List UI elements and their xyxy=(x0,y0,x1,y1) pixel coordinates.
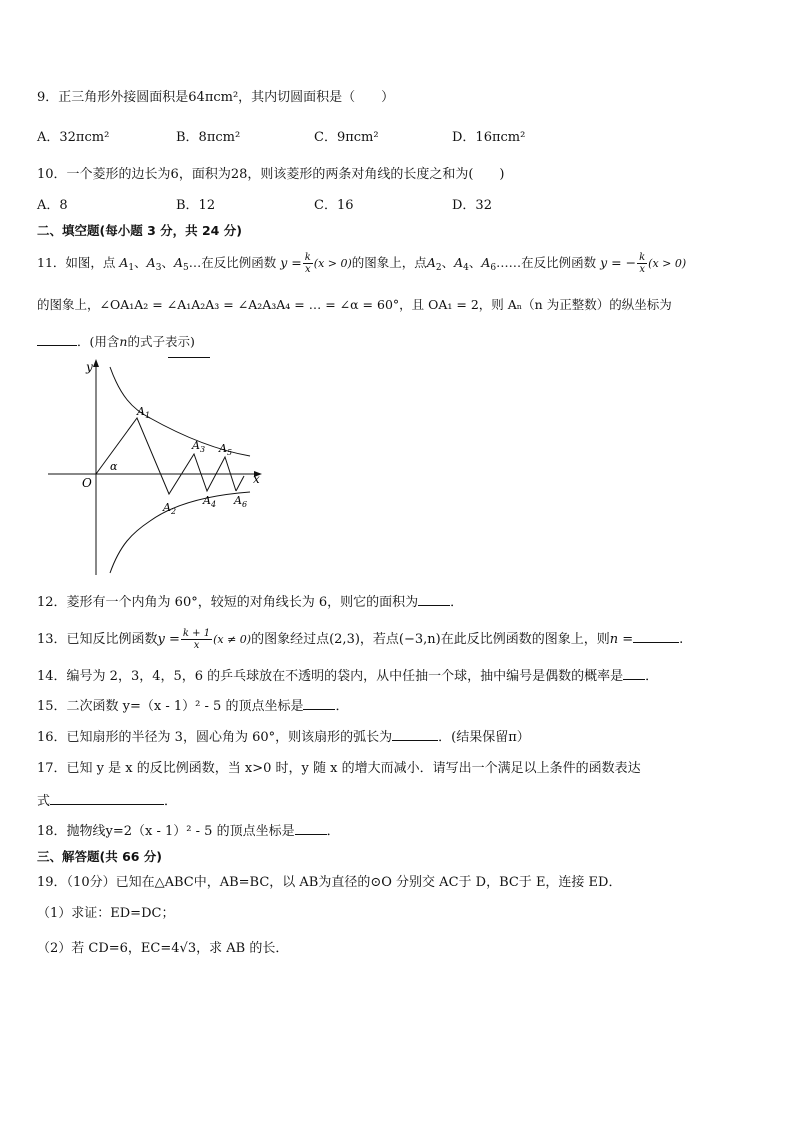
q11-text-2: …在反比例函数 xyxy=(188,255,277,270)
q11-sub-1: 1 xyxy=(128,263,135,273)
q13-text-1: 13．已知反比例函数 xyxy=(37,632,158,647)
q19-part-2-root: √3 xyxy=(179,941,197,956)
q13-condition: (x ≠ 0) xyxy=(213,633,252,646)
question-11-line-3 xyxy=(37,333,195,351)
question-11-line-2: 的图象上，∠OA₁A₂ = ∠A₁A₂A₃ = ∠A₂A₃A₄ = … = ∠α = 60°，且 OA₁ = 2，则 Aₙ（n 为正整数）的纵坐标为 xyxy=(37,297,672,312)
q11-sub-2: 2 xyxy=(435,263,442,273)
q11-sep-1: 、 xyxy=(134,255,147,270)
q19-part-2-text-a: （2）若 CD=6，EC=4 xyxy=(37,941,180,956)
upper-hyperbola-branch xyxy=(110,367,250,456)
q11-formula-2-lhs: y = − xyxy=(600,255,637,270)
q16-stem: 16．已知扇形的半径为 3，圆心角为 60°，则该扇形的弧长为 xyxy=(37,730,393,745)
question-19-stem: 19．（10分）已知在△ABC中，AB=BC，以 AB为直径的⊙O 分别交 AC于 D，BC于 E，连接 ED． xyxy=(37,875,622,890)
question-12 xyxy=(37,593,463,612)
q10-option-c: C．16 xyxy=(314,198,354,213)
q11-formula-2-condition: (x > 0) xyxy=(648,257,687,270)
q9-option-b: B．8πcm² xyxy=(176,130,241,145)
q11-point-a4: A xyxy=(454,255,464,270)
q11-formula-2-denominator: x xyxy=(639,264,645,275)
question-17-line-1: 17．已知 y 是 x 的反比例函数，当 x>0 时，y 随 x 的增大而减小．请写出一个满足以上条件的函数表达 xyxy=(37,761,641,776)
q11-text-3: 的图象上，点 xyxy=(351,255,427,270)
q12-end: ． xyxy=(450,595,464,610)
question-16 xyxy=(37,728,530,747)
question-18 xyxy=(37,822,340,841)
q11-sub-6: 6 xyxy=(490,263,497,273)
q11-text-4: ……在反比例函数 xyxy=(496,255,597,270)
q12-stem: 12．菱形有一个内角为 60°，较短的对角线长为 6，则它的面积为 xyxy=(37,595,419,610)
zigzag-path xyxy=(96,418,236,494)
x-axis-label: x xyxy=(253,472,260,486)
q15-stem: 15．二次函数 y=（x - 1）² - 5 的顶点坐标是 xyxy=(37,699,304,714)
origin-label: O xyxy=(82,476,92,490)
y-axis-label: y xyxy=(86,360,93,374)
q11-sep-2: 、 xyxy=(161,255,174,270)
label-a2: $A_2$ xyxy=(163,501,177,516)
q10-option-d: D．32 xyxy=(452,198,492,213)
q15-end: ． xyxy=(335,699,349,714)
q9-option-a: A．32πcm² xyxy=(37,130,110,145)
zigzag-tail xyxy=(236,476,244,491)
q11-formula-2-fraction xyxy=(637,252,647,275)
q13-fraction xyxy=(181,628,212,651)
label-a5: $A_5$ xyxy=(219,442,233,457)
lower-hyperbola-branch xyxy=(110,492,250,573)
q11-line-3-text-a: ．(用含 xyxy=(77,334,120,349)
question-9-stem: 9．正三角形外接圆面积是64πcm²，其内切圆面积是（ ） xyxy=(37,90,395,105)
label-a1: $A_1$ xyxy=(137,405,151,420)
alpha-label: α xyxy=(110,460,118,473)
q11-point-a6: A xyxy=(481,255,491,270)
q10-option-a: A．8 xyxy=(37,198,68,213)
q11-text-1: 11．如图，点 xyxy=(37,255,116,270)
q13-answer-blank[interactable] xyxy=(633,630,679,643)
q13-end: . xyxy=(679,632,684,647)
section-3-heading: 三、解答题(共 66 分) xyxy=(37,849,163,864)
q18-end: ． xyxy=(326,824,340,839)
q11-formula-1-denominator: x xyxy=(304,264,311,275)
q11-point-a5: A xyxy=(173,255,183,270)
question-10-stem: 10．一个菱形的边长为6，面积为28，则该菱形的两条对角线的长度之和为( ) xyxy=(37,167,505,182)
q11-answer-blank[interactable] xyxy=(37,333,77,346)
q14-answer-blank[interactable] xyxy=(623,667,645,680)
question-11-line-1 xyxy=(37,252,686,277)
q19-part-2-text-b: ，求 AB 的长． xyxy=(196,941,289,956)
q13-denominator: x xyxy=(193,640,200,651)
q11-sep-4: 、 xyxy=(468,255,482,270)
q11-line-3-text-b: 的式子表示) xyxy=(127,334,195,349)
q11-line-3-n: n xyxy=(119,334,128,349)
q11-sub-4: 4 xyxy=(463,263,469,273)
q11-sep-3: 、 xyxy=(441,255,455,270)
q14-end: ． xyxy=(645,669,659,684)
q11-point-a3: A xyxy=(146,255,156,270)
q18-stem: 18．抛物线y=2（x - 1）² - 5 的顶点坐标是 xyxy=(37,824,295,839)
section-2-heading: 二、填空题(每小题 3 分，共 24 分) xyxy=(37,223,242,238)
q11-formula-1-numerator: k xyxy=(304,252,311,263)
q17-end: ． xyxy=(164,794,178,809)
q11-formula-1-fraction xyxy=(303,252,313,275)
q13-text-2: 的图象经过点(2,3)，若点(−3,n)在此反比例函数的图象上，则 xyxy=(251,632,610,647)
q11-formula-1-lhs: y = xyxy=(280,255,302,270)
q13-lhs: y = xyxy=(157,632,180,647)
label-a4: $A_4$ xyxy=(203,494,217,509)
question-17-line-2 xyxy=(37,792,177,811)
y-axis-arrow xyxy=(93,359,99,367)
q13-n-equals: n = xyxy=(609,632,634,647)
question-14 xyxy=(37,667,658,686)
q11-figure xyxy=(40,355,280,580)
q13-numerator: k + 1 xyxy=(182,628,211,639)
q16-answer-blank[interactable] xyxy=(392,728,438,741)
q11-sub-3: 3 xyxy=(155,263,162,273)
question-15 xyxy=(37,697,348,716)
q18-answer-blank[interactable] xyxy=(295,822,327,835)
label-a6: $A_6$ xyxy=(234,494,248,509)
q17-line-2-text: 式 xyxy=(37,794,51,809)
question-13 xyxy=(37,628,683,651)
q14-stem: 14．编号为 2，3，4，5，6 的乒乓球放在不透明的袋内，从中任抽一个球，抽中编号是偶数的概率是 xyxy=(37,669,624,684)
q11-formula-1-condition: (x > 0) xyxy=(313,257,352,270)
q15-answer-blank[interactable] xyxy=(303,697,335,710)
question-19-part-1: （1）求证：ED=DC； xyxy=(37,906,175,921)
label-a3: $A_3$ xyxy=(192,439,206,454)
q11-point-a1: A xyxy=(119,255,129,270)
q9-option-c: C．9πcm² xyxy=(314,130,379,145)
q16-end: ．(结果保留π） xyxy=(438,730,530,745)
q11-point-a2: A xyxy=(426,255,436,270)
q17-answer-blank[interactable] xyxy=(50,792,164,805)
q11-sub-5: 5 xyxy=(182,263,189,273)
question-19-part-2 xyxy=(37,940,288,958)
q11-formula-2-numerator: k xyxy=(639,252,646,263)
q10-option-b: B．12 xyxy=(176,198,216,213)
q12-answer-blank[interactable] xyxy=(418,593,450,606)
q9-option-d: D．16πcm² xyxy=(452,130,526,145)
